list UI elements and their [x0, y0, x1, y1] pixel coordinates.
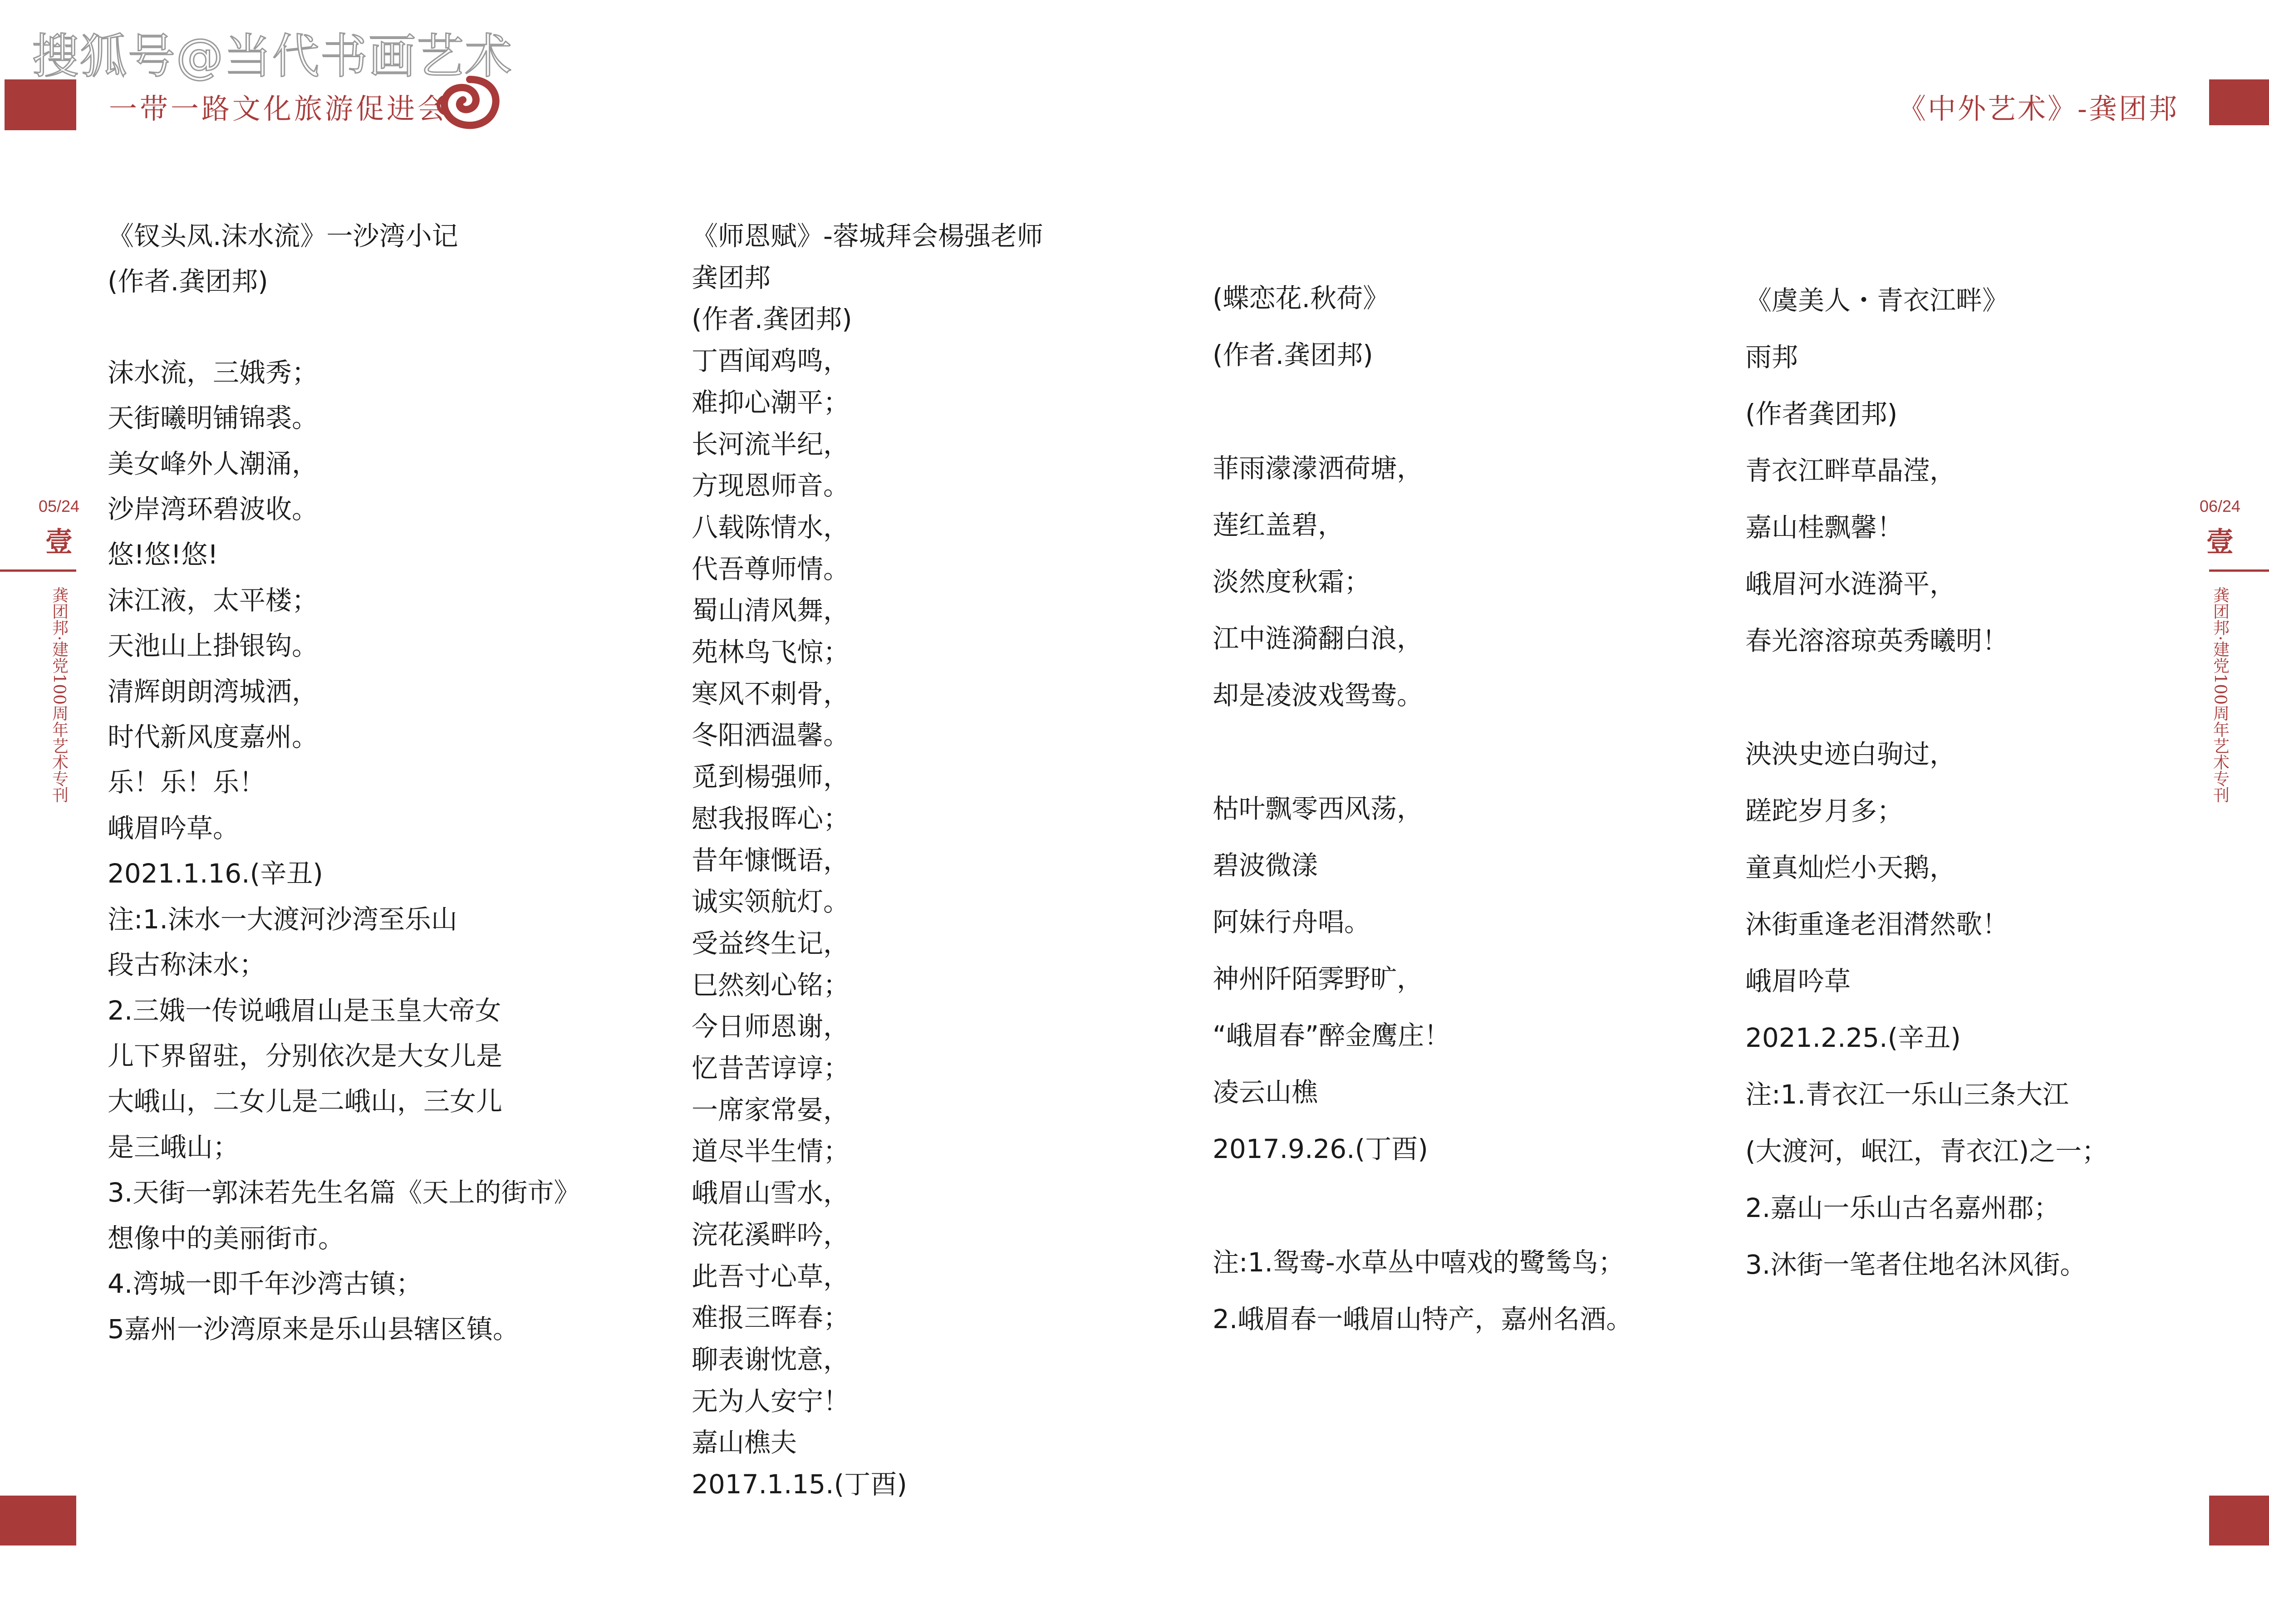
swirl-logo-icon: [433, 70, 506, 134]
poem-line: 难报三晖春；: [692, 1302, 850, 1334]
poem-line: 丁酉闻鸡鸣，: [692, 345, 850, 377]
poem-line: 觅到楊强师，: [692, 761, 850, 793]
corner-block-top-right: [2209, 79, 2269, 125]
poem-line: 2.三娥一传说峨眉山是玉皇大帝女: [108, 995, 501, 1026]
poem-line: 3.天街一郭沫若先生名篇《天上的街市》: [108, 1177, 580, 1208]
poem-line: 雨邦: [1745, 342, 1798, 373]
poem-line: 难抑心潮平；: [692, 387, 850, 418]
poem-line: 枯叶飘零西风荡，: [1213, 793, 1424, 824]
poem-line: 诚实领航灯。: [692, 886, 850, 917]
poem-line: 是三峨山；: [108, 1131, 240, 1163]
poem-line: 2017.9.26.(丁酉): [1213, 1133, 1428, 1164]
poem-line: 《钗头凤.沫水流》一沙湾小记: [108, 221, 458, 251]
poem-line: 4.湾城一即千年沙湾古镇；: [108, 1268, 422, 1299]
poem-line: 八载陈情水，: [692, 511, 850, 543]
poem-line: 无为人安宁！: [692, 1385, 850, 1417]
poem-line: 阿妹行舟唱。: [1213, 907, 1371, 937]
poem-line: 一席家常晏，: [692, 1094, 850, 1125]
poem-line: 此吾寸心草，: [692, 1261, 850, 1292]
poem-line: 美女峰外人潮涌，: [108, 448, 319, 479]
poem-line: 童真灿烂小天鹅，: [1745, 852, 1956, 883]
chapter-glyph: 壹: [2206, 526, 2234, 558]
poem-line: 沫江液，太平楼；: [108, 584, 319, 616]
poem-line: 却是凌波戏鸳鸯。: [1213, 680, 1424, 711]
vertical-caption: 龚团邦·建党100周年艺术专刊: [49, 587, 69, 803]
poem-line: 巳然刻心铭；: [692, 969, 850, 1001]
poem-column-2: [692, 216, 1043, 1506]
poem-line: 聊表谢忱意，: [692, 1344, 850, 1375]
poem-line: 菲雨濛濛洒荷塘，: [1213, 453, 1424, 484]
side-marker-right: [2193, 497, 2247, 805]
poem-column-1: [108, 213, 580, 1352]
side-rule-left: [0, 569, 76, 572]
poem-line: 凌云山樵: [1213, 1077, 1318, 1108]
poem-line: 沫水流，三娥秀；: [108, 357, 319, 388]
corner-block-bottom-left: [0, 1496, 76, 1545]
poem-line: (作者.龚团邦): [1213, 339, 1373, 370]
poem-column-3: [1213, 270, 1632, 1348]
poem-line: 青衣江畔草晶滢，: [1745, 455, 1956, 486]
poem-line: 天街曦明铺锦裘。: [108, 402, 319, 434]
poem-line: 想像中的美丽街市。: [108, 1222, 345, 1254]
poem-line: 莲红盖碧，: [1213, 510, 1345, 540]
poem-line: 峨眉吟草。: [108, 812, 240, 844]
poem-line: 乐！乐！乐！: [108, 767, 266, 798]
side-marker-left: [32, 497, 86, 805]
poem-line: 2021.1.16.(辛丑): [108, 858, 323, 889]
poem-line: (蝶恋花.秋荷》: [1213, 283, 1390, 314]
poem-line: 忆昔苦谆谆；: [692, 1053, 850, 1084]
poem-line: 峨眉吟草: [1745, 966, 1851, 996]
poem-line: 3.沐街一笔者住地名沐风街。: [1745, 1249, 2087, 1280]
poem-line: 清辉朗朗湾城洒，: [108, 676, 319, 707]
poem-line: 沐街重逢老泪潸然歌！: [1745, 909, 2009, 940]
poem-line: 长河流半纪，: [692, 428, 850, 460]
poem-line: 苑林鸟飞惊；: [692, 637, 850, 668]
poem-line: 5嘉州一沙湾原来是乐山县辖区镇。: [108, 1314, 519, 1345]
poem-line: 大峨山，二女儿是二峨山，三女儿: [108, 1086, 503, 1117]
poem-line: 天池山上掛银钩。: [108, 630, 319, 662]
poem-line: 道尽半生情；: [692, 1136, 850, 1167]
header-left-title: 一带一路文化旅游促进会: [109, 92, 449, 125]
poem-line: 神州阡陌霁野旷，: [1213, 963, 1424, 994]
poem-line: 注:1.青衣江一乐山三条大江: [1745, 1079, 2069, 1110]
poem-line: (作者.龚团邦): [692, 304, 852, 335]
poem-line: 寒风不刺骨，: [692, 678, 850, 709]
poem-line: 注:1.鸳鸯-水草丛中嘻戏的鹭鸶鸟；: [1213, 1247, 1625, 1278]
side-rule-right: [2209, 569, 2269, 572]
chapter-glyph: 壹: [45, 526, 73, 558]
poem-line: (大渡河，岷江，青衣江)之一；: [1745, 1136, 2108, 1167]
corner-block-bottom-right: [2209, 1496, 2269, 1545]
poem-line: 段古称沫水；: [108, 949, 266, 981]
poem-line: 春光溶溶琼英秀曦明！: [1745, 625, 2009, 656]
poem-column-4: [1745, 272, 2108, 1293]
poem-line: 今日师恩谢，: [692, 1011, 850, 1042]
poem-line: 蹉跎岁月多；: [1745, 795, 1904, 826]
poem-line: 昔年慷慨语，: [692, 844, 850, 876]
poem-line: (作者龚团邦): [1745, 398, 1898, 429]
poem-line: 碧波微漾: [1213, 850, 1318, 881]
poem-line: 2.嘉山一乐山古名嘉州郡；: [1745, 1192, 2060, 1223]
poem-line: 代吾尊师情。: [692, 553, 850, 584]
watermark-text: 搜狐号@当代书画艺术: [32, 29, 513, 84]
poem-line: 儿下界留驻，分别依次是大女儿是: [108, 1040, 503, 1071]
poem-line: 受益终生记，: [692, 927, 850, 959]
page-number: 05/24: [38, 497, 80, 515]
poem-line: (作者.龚团邦): [108, 266, 268, 297]
poem-line: 时代新风度嘉州。: [108, 721, 319, 753]
poem-line: 慰我报晖心；: [692, 803, 850, 834]
page-number: 06/24: [2199, 497, 2241, 515]
poem-line: 注:1.沫水一大渡河沙湾至乐山: [108, 903, 457, 935]
poem-line: 浣花溪畔吟，: [692, 1219, 850, 1250]
poem-line: 《师恩赋》-蓉城拜会楊强老师: [692, 221, 1043, 251]
poem-line: 方现恩师音。: [692, 470, 850, 501]
poem-line: “峨眉春”醉金鹰庄！: [1213, 1020, 1451, 1051]
vertical-caption: 龚团邦·建党100周年艺术专刊: [2210, 587, 2230, 803]
poem-line: 2.峨眉春一峨眉山特产，嘉州名酒。: [1213, 1304, 1633, 1335]
poem-line: 龚团邦: [692, 262, 771, 293]
poem-line: 《虞美人・青衣江畔》: [1745, 285, 2009, 316]
poem-line: 峨眉河水涟漪平，: [1745, 569, 1956, 599]
corner-block-top-left: [5, 79, 76, 130]
poem-line: 沙岸湾环碧波收。: [108, 494, 319, 525]
poem-line: 悠!悠!悠!: [108, 539, 218, 570]
poem-line: 2021.2.25.(辛丑): [1745, 1022, 1961, 1053]
poem-line: 峨眉山雪水，: [692, 1178, 850, 1209]
poem-line: 2017.1.15.(丁酉): [692, 1469, 907, 1500]
poem-line: 江中涟漪翻白浪，: [1213, 623, 1424, 654]
poem-line: 淡然度秋霜；: [1213, 566, 1371, 597]
poem-line: 嘉山桂飘馨！: [1745, 512, 1904, 543]
poem-line: 泱泱史迹白驹过，: [1745, 739, 1956, 770]
poem-line: 蜀山清风舞，: [692, 595, 850, 626]
poem-line: 嘉山樵夫: [692, 1427, 797, 1458]
header-right-title: 《中外艺术》-龚团邦: [1898, 92, 2179, 125]
poem-line: 冬阳洒温馨。: [692, 720, 850, 751]
